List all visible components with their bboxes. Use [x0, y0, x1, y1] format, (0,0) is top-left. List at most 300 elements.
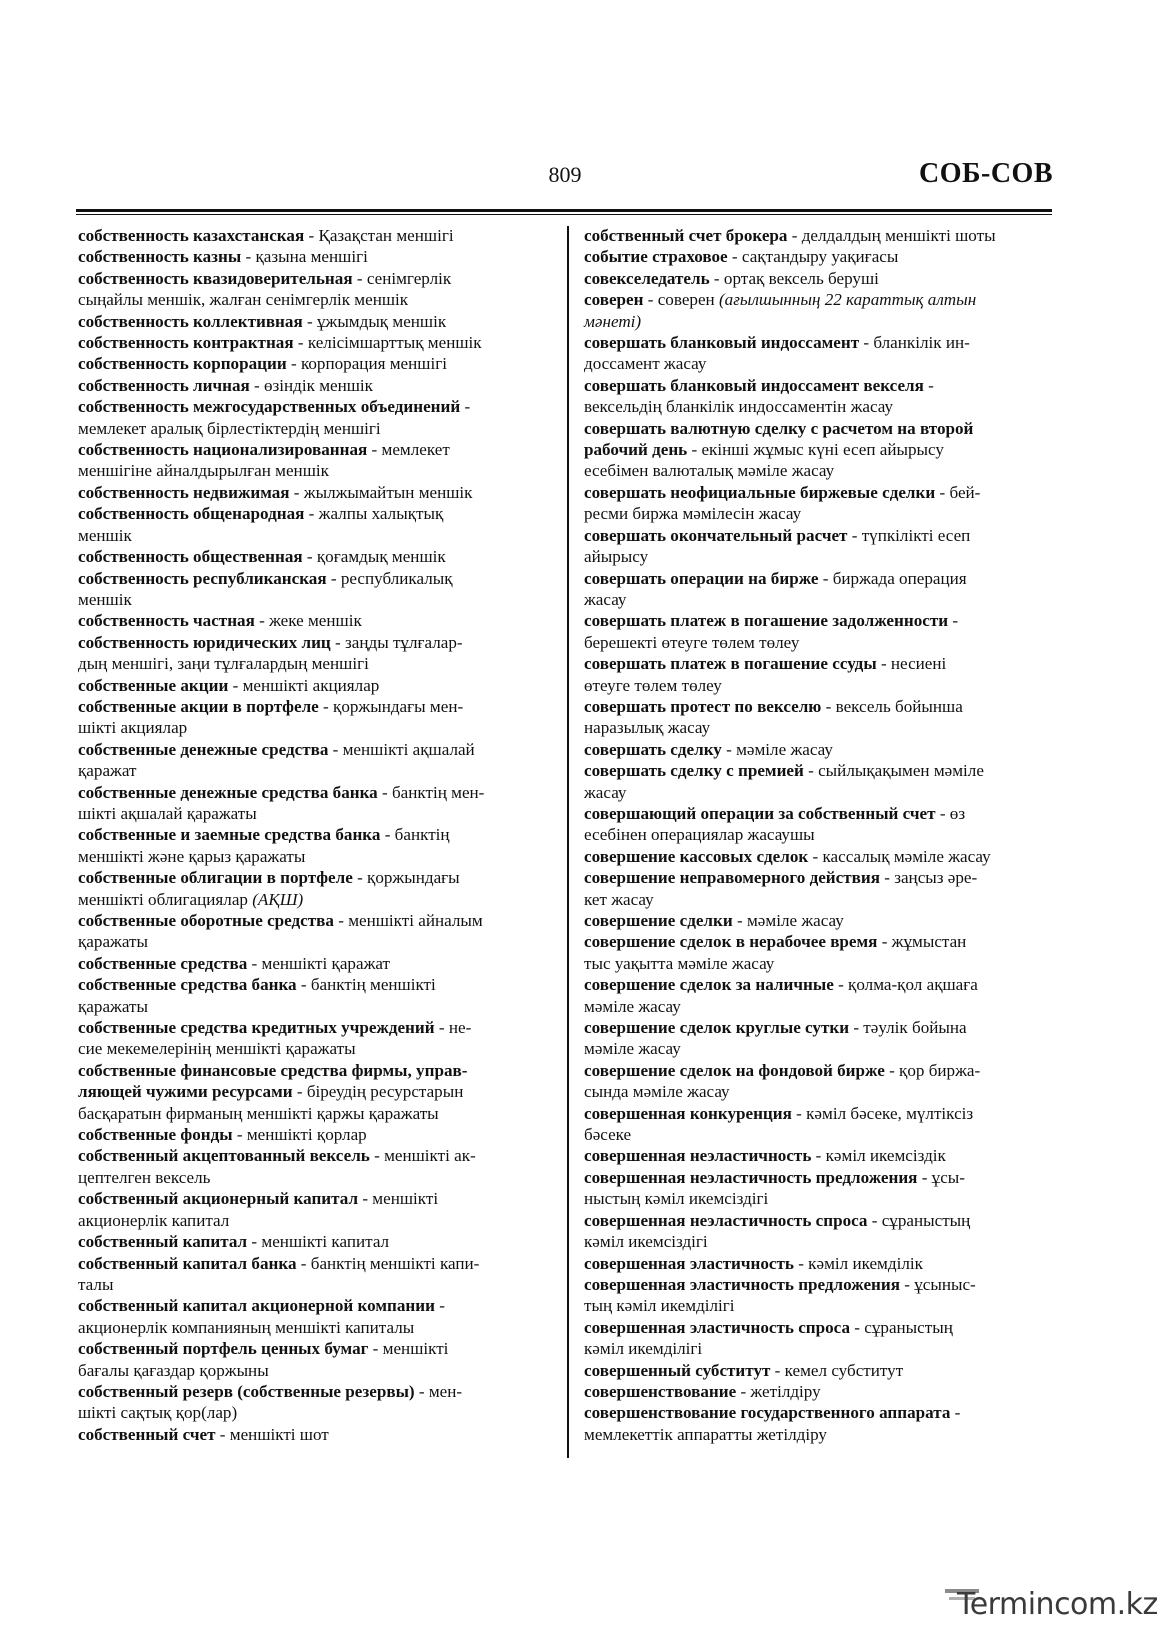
dictionary-entry: [78, 632, 546, 675]
dictionary-entry: [584, 332, 1059, 375]
entry-line: [78, 1060, 546, 1081]
dictionary-entry: [584, 931, 1059, 974]
dictionary-entry: [78, 1295, 546, 1338]
entry-term: собственный счет: [78, 1424, 216, 1444]
entry-definition: - биржада операция: [818, 568, 967, 588]
entry-line: [584, 439, 1059, 460]
entry-definition: - мәміле жасау: [721, 739, 833, 759]
entry-definition: - ортақ вексель беруші: [709, 268, 879, 288]
entry-definition: - банктің меншікті капи-: [296, 1253, 480, 1273]
entry-term: совершение сделок в нерабочее время: [584, 932, 878, 952]
entry-definition-continued: вексельдің бланкілік индоссаментін жасау: [584, 397, 894, 417]
entry-definition-continued: меншік: [78, 525, 132, 545]
entry-line: [584, 1360, 1059, 1381]
entry-term: собственность квазидоверительная: [78, 268, 353, 288]
entry-line: [78, 889, 546, 910]
entry-term: собственность недвижимая: [78, 482, 290, 502]
entry-line: [584, 568, 1059, 589]
dictionary-entry: [78, 1231, 546, 1252]
entry-definition: - меншікті: [358, 1189, 439, 1209]
entry-definition: - сұраныстың: [850, 1317, 953, 1337]
entry-definition: - түпкілікті есеп: [847, 525, 971, 545]
entry-line: [78, 311, 546, 332]
dictionary-entry: [78, 482, 546, 503]
entry-term: собственные средства кредитных учреждений: [78, 1018, 435, 1038]
entry-line: [78, 1274, 546, 1295]
entry-definition: - мемлекет: [367, 440, 450, 460]
entry-term: совершать сделку: [584, 739, 722, 759]
dictionary-entry: [584, 910, 1059, 931]
watermark-logo: [945, 1583, 1158, 1629]
entry-definition: - кәміл бәсеке, мүлтіксіз: [791, 1103, 974, 1123]
entry-term: собственный капитал: [78, 1232, 248, 1252]
entry-definition-continued: талы: [78, 1274, 114, 1294]
entry-term: совершенная неэластичность спроса: [584, 1210, 868, 1230]
entry-line: [78, 375, 546, 396]
dictionary-entry: [584, 1103, 1059, 1146]
dictionary-entry: [584, 418, 1059, 482]
entry-line: [584, 1424, 1059, 1445]
entry-term: собственный резерв (собственные резервы): [78, 1381, 415, 1401]
entry-definition: - вексель бойынша: [821, 696, 963, 716]
entry-line: [584, 867, 1059, 888]
entry-definition: - қоржындағы мен-: [318, 696, 464, 716]
entry-line: [584, 1103, 1059, 1124]
dictionary-entry: [584, 246, 1059, 267]
entry-term: совершение сделок круглые сутки: [584, 1018, 850, 1038]
header-rule-thick: [76, 209, 1052, 212]
entry-definition: -: [923, 375, 934, 395]
entry-term: совершать бланковый индоссамент: [584, 333, 860, 353]
entry-line: [584, 246, 1059, 267]
entry-line: [78, 1295, 546, 1316]
entry-definition: - банктің меншікті: [296, 975, 436, 995]
entry-definition-continued: доссамент жасау: [584, 354, 707, 374]
entry-term: собственность коллективная: [78, 311, 303, 331]
entry-line: [584, 1231, 1059, 1252]
dictionary-entry: [584, 1210, 1059, 1253]
dictionary-entry: [78, 953, 546, 974]
entry-line: [78, 289, 546, 310]
entry-definition-continued: ресми биржа мәмілесін жасау: [584, 504, 802, 524]
entry-line: [584, 1253, 1059, 1274]
entry-definition-continued: берешекті өтеуге төлем төлеу: [584, 632, 800, 652]
dictionary-entry: [78, 824, 546, 867]
entry-definition-continued: меншікті облигациялар: [78, 889, 253, 909]
entry-definition-continued: қаражат: [78, 761, 137, 781]
dictionary-entry: [584, 1360, 1059, 1381]
entry-term: собственность казахстанская: [78, 226, 305, 245]
left-column: [78, 225, 546, 1445]
entry-definition: - кәміл икемсіздік: [811, 1146, 946, 1166]
dictionary-entry: [78, 782, 546, 825]
entry-line: [584, 418, 1059, 439]
entry-term: совершать сделку с премией: [584, 761, 804, 781]
entry-definition-continued: сие мекемелерінің меншікті қаражаты: [78, 1039, 356, 1059]
entry-line: [78, 1231, 546, 1252]
dictionary-entry: [78, 353, 546, 374]
dictionary-entry: [584, 289, 1059, 332]
entry-definition-continued: шікті акциялар: [78, 718, 188, 738]
entry-line: [584, 589, 1059, 610]
entry-definition-continued: мәміле жасау: [584, 1039, 681, 1059]
entry-line: [78, 546, 546, 567]
entry-term-continued: ляющей чужими ресурсами: [78, 1082, 293, 1102]
header-rule-thin: [76, 214, 1052, 215]
entry-line: [78, 1167, 546, 1188]
dictionary-entry: [78, 1253, 546, 1296]
entry-definition: - қолма-қол ақшаға: [833, 975, 978, 995]
dictionary-entry: [584, 974, 1059, 1017]
entry-term: собственность республиканская: [78, 568, 327, 588]
entry-line: [584, 996, 1059, 1017]
entry-term: совершенная эластичность спроса: [584, 1317, 851, 1337]
entry-line: [584, 1338, 1059, 1359]
entry-line: [78, 353, 546, 374]
entry-definition: - жұмыстан: [877, 932, 967, 952]
dictionary-entry: [584, 225, 1059, 246]
dictionary-entry: [78, 1145, 546, 1188]
entry-definition: - банктің: [380, 825, 450, 845]
entry-term: совершение сделок за наличные: [584, 975, 834, 995]
dictionary-entry: [78, 332, 546, 353]
entry-definition-continued: наразылық жасау: [584, 718, 711, 738]
entry-line: [584, 760, 1059, 781]
dictionary-entry: [584, 268, 1059, 289]
entry-term: собственность казны: [78, 247, 242, 267]
entry-line: [78, 632, 546, 653]
entry-line: [584, 846, 1059, 867]
entry-definition: - ұсыныс-: [899, 1274, 976, 1294]
entry-definition: - сұраныстың: [867, 1210, 971, 1230]
dictionary-entry: [78, 268, 546, 311]
entry-line: [78, 675, 546, 696]
entry-term: собственные средства: [78, 953, 248, 973]
entry-definition-continued: акционерлік капитал: [78, 1210, 230, 1230]
dictionary-entry: [78, 675, 546, 696]
entry-term: собственные акции: [78, 675, 229, 695]
dictionary-entry: [584, 375, 1059, 418]
entry-definition-continued: меншікті және қарыз қаражаты: [78, 846, 306, 866]
dictionary-entry: [78, 974, 546, 1017]
dictionary-entry: [584, 568, 1059, 611]
entry-term: совершать платеж в погашение ссуды: [584, 654, 877, 674]
entry-line: [78, 846, 546, 867]
dictionary-entry: [584, 482, 1059, 525]
watermark-text: Termincom.kz: [957, 1587, 1158, 1622]
dictionary-entry: [584, 1274, 1059, 1317]
dictionary-entry: [78, 1338, 546, 1381]
entry-line: [78, 1038, 546, 1059]
entry-line: [78, 824, 546, 845]
entry-line: [584, 910, 1059, 931]
dictionary-entry: [584, 1381, 1059, 1402]
dictionary-entry: [584, 653, 1059, 696]
entry-note: (ағылшынның 22 караттық алтын: [718, 290, 977, 310]
dictionary-entry: [584, 525, 1059, 568]
entry-line: [78, 332, 546, 353]
entry-line: [584, 482, 1059, 503]
entry-definition: - жылжымайтын меншік: [289, 482, 473, 502]
entry-definition: - жалпы халықтық: [304, 504, 444, 524]
entry-term: совершать окончательный расчет: [584, 525, 848, 545]
entry-definition: - ұсы-: [917, 1167, 965, 1187]
entry-definition: - бланкілік ин-: [859, 333, 970, 353]
entry-line: [78, 1381, 546, 1402]
entry-term: собственный акционерный капитал: [78, 1189, 359, 1209]
column-divider: [567, 226, 569, 1458]
dictionary-entry: [78, 311, 546, 332]
entry-term: совершенная неэластичность предложения: [584, 1167, 918, 1187]
dictionary-entry: [584, 1402, 1059, 1445]
entry-line: [78, 1081, 546, 1102]
entry-note: (АҚШ): [252, 889, 304, 909]
entry-term: совершать бланковый индоссамент векселя: [584, 375, 924, 395]
page-number: 809: [548, 162, 582, 187]
dictionary-entry: [584, 1060, 1059, 1103]
entry-term: собственность юридических лиц: [78, 632, 331, 652]
entry-term: собственность контрактная: [78, 333, 294, 353]
entry-term: собственные фонды: [78, 1125, 233, 1145]
entry-definition: - өзіндік меншік: [249, 375, 373, 395]
entry-line: [584, 653, 1059, 674]
dictionary-entry: [78, 910, 546, 953]
entry-line: [78, 1253, 546, 1274]
entry-definition-continued: шікті сақтық қор(лар): [78, 1403, 238, 1423]
entry-definition: - біреудің ресурстарын: [292, 1082, 464, 1102]
entry-definition-continued: қаражаты: [78, 996, 148, 1016]
entry-line: [78, 268, 546, 289]
entry-line: [584, 953, 1059, 974]
entry-line: [584, 1145, 1059, 1166]
entry-line: [584, 1274, 1059, 1295]
entry-line: [78, 1188, 546, 1209]
dictionary-entry: [78, 246, 546, 267]
entry-definition: - бей-: [935, 482, 981, 502]
dictionary-entry: [584, 1145, 1059, 1166]
entry-definition: - тәулік бойына: [849, 1018, 967, 1038]
entry-definition-continued: бағалы қағаздар қоржыны: [78, 1360, 269, 1380]
entry-term: совершать платеж в погашение задолженности: [584, 611, 949, 631]
entry-term: совекселедатель: [584, 268, 710, 288]
dictionary-entry: [584, 739, 1059, 760]
entry-definition: - делдалдың меншікті шоты: [787, 226, 996, 245]
entry-line: [78, 610, 546, 631]
entry-definition: - заңды тұлғалар-: [330, 632, 463, 652]
entry-term: совершать операции на бирже: [584, 568, 819, 588]
entry-line: [78, 803, 546, 824]
dictionary-entry: [584, 696, 1059, 739]
entry-term: совершающий операции за собственный счет: [584, 803, 936, 823]
entry-line: [78, 1402, 546, 1423]
entry-definition: - меншікті қаражат: [247, 953, 390, 973]
entry-term: собственные финансовые средства фирмы, управ-: [78, 1060, 468, 1080]
right-column: [584, 225, 1059, 1445]
entry-definition-continued: сында мәміле жасау: [584, 1082, 730, 1102]
entry-line: [584, 782, 1059, 803]
entry-line: [78, 760, 546, 781]
entry-line: [584, 675, 1059, 696]
entry-definition: - ұжымдық меншік: [302, 311, 447, 331]
entry-term: событие страховое: [584, 247, 728, 267]
entry-definition: - меншікті қорлар: [232, 1125, 367, 1145]
entry-line: [78, 931, 546, 952]
entry-line: [78, 439, 546, 460]
dictionary-entry: [78, 1381, 546, 1424]
entry-term: собственный капитал банка: [78, 1253, 297, 1273]
entry-term: совершать протест по векселю: [584, 696, 822, 716]
entry-line: [78, 525, 546, 546]
entry-term: собственность корпорации: [78, 354, 287, 374]
entry-definition-continued: мәміле жасау: [584, 996, 681, 1016]
entry-definition: - келісімшарттық меншік: [293, 333, 482, 353]
entry-definition-continued: цептелген вексель: [78, 1167, 211, 1187]
entry-line: [78, 503, 546, 524]
entry-line: [584, 311, 1059, 332]
entry-line: [78, 953, 546, 974]
entry-line: [78, 1338, 546, 1359]
entry-definition: -: [460, 397, 471, 417]
dictionary-entry: [78, 1124, 546, 1145]
entry-line: [584, 632, 1059, 653]
entry-line: [78, 418, 546, 439]
entry-definition: - не-: [434, 1018, 472, 1038]
dictionary-entry: [78, 1060, 546, 1124]
entry-definition-continued: дың меншігі, заңи тұлғалардың меншігі: [78, 654, 369, 674]
entry-term: собственность личная: [78, 375, 250, 395]
entry-line: [584, 974, 1059, 995]
entry-definition: - екінші жұмыс күні есеп айырысу: [687, 440, 944, 460]
entry-definition-continued: мемлекет аралық бірлестіктердің меншігі: [78, 418, 381, 438]
entry-definition-continued: айырысу: [584, 547, 649, 567]
entry-line: [78, 568, 546, 589]
entry-line: [78, 696, 546, 717]
dictionary-entry: [78, 1424, 546, 1445]
entry-definition-continued: тыс уақытта мәміле жасау: [584, 953, 775, 973]
entry-line: [584, 610, 1059, 631]
entry-line: [584, 1017, 1059, 1038]
entry-line: [584, 525, 1059, 546]
dictionary-entry: [584, 760, 1059, 803]
entry-definition: - мен-: [414, 1381, 463, 1401]
entry-term: совершенствование государственного аппарата: [584, 1403, 951, 1423]
entry-line: [584, 803, 1059, 824]
dictionary-entry: [584, 1017, 1059, 1060]
entry-line: [584, 1188, 1059, 1209]
entry-definition: - өз: [935, 803, 966, 823]
dictionary-entry: [584, 803, 1059, 846]
entry-term: собственность общенародная: [78, 504, 305, 524]
entry-term: собственные и заемные средства банка: [78, 825, 381, 845]
entry-definition-continued: меншігіне айналдырылған меншік: [78, 461, 329, 481]
entry-definition: -: [950, 1403, 961, 1423]
entry-line: [584, 717, 1059, 738]
entry-term: собственные денежные средства: [78, 739, 329, 759]
entry-definition: - кәміл икемділік: [793, 1253, 923, 1273]
entry-definition-continued: ныстың кәміл икемсіздігі: [584, 1189, 769, 1209]
entry-term: собственный капитал акционерной компании: [78, 1296, 435, 1316]
entry-line: [584, 1402, 1059, 1423]
entry-line: [78, 1017, 546, 1038]
entry-term: собственный акцептованный вексель: [78, 1146, 370, 1166]
entry-term: совершать неофициальные биржевые сделки: [584, 482, 936, 502]
entry-definition: - заңсыз әре-: [879, 868, 978, 888]
entry-line: [584, 1060, 1059, 1081]
entry-term: совершенствование: [584, 1381, 737, 1401]
entry-definition: - республикалық: [326, 568, 453, 588]
entry-line: [78, 1145, 546, 1166]
entry-term: собственные денежные средства банка: [78, 782, 378, 802]
entry-line: [584, 268, 1059, 289]
entry-definition: - меншікті ак-: [369, 1146, 476, 1166]
dictionary-entry: [78, 739, 546, 782]
entry-line: [78, 225, 546, 246]
entry-line: [584, 289, 1059, 310]
entry-definition: - банктің мен-: [377, 782, 485, 802]
entry-definition-continued: кет жасау: [584, 889, 654, 909]
entry-line: [584, 1038, 1059, 1059]
entry-line: [584, 931, 1059, 952]
entry-line: [78, 974, 546, 995]
dictionary-entry: [584, 1317, 1059, 1360]
dictionary-entry: [78, 867, 546, 910]
entry-term: совершенный субститут: [584, 1360, 771, 1380]
entry-definition: - сақтандыру уақиғасы: [727, 247, 899, 267]
entry-definition: - жеке меншік: [254, 611, 362, 631]
entry-term-continued: рабочий день: [584, 440, 688, 460]
entry-line: [78, 1424, 546, 1445]
entry-term: собственность национализированная: [78, 440, 368, 460]
entry-definition-continued: өтеуге төлем төлеу: [584, 675, 722, 695]
entry-term: собственность межгосударственных объединений: [78, 397, 461, 417]
entry-term: совершение неправомерного действия: [584, 868, 880, 888]
entry-line: [584, 1081, 1059, 1102]
entry-definition: - несиені: [876, 654, 947, 674]
entry-definition-continued: кәміл икемсіздігі: [584, 1232, 708, 1252]
entry-definition: - меншікті капитал: [247, 1232, 390, 1252]
entry-definition: - мәміле жасау: [732, 911, 844, 930]
entry-definition-continued: есебінен операциялар жасаушы: [584, 825, 815, 845]
entry-definition: - қор биржа-: [884, 1060, 981, 1080]
entry-definition-continued: меншік: [78, 589, 132, 609]
entry-definition: -: [948, 611, 959, 631]
entry-definition: - корпорация меншігі: [286, 354, 447, 374]
entry-term: совершение сделки: [584, 911, 733, 930]
entry-term: собственность частная: [78, 611, 255, 631]
entry-definition: - сенімгерлік: [352, 268, 452, 288]
entry-definition-continued: жасау: [584, 782, 627, 802]
entry-line: [78, 589, 546, 610]
entry-definition: - қоғамдық меншік: [302, 547, 446, 567]
entry-line: [78, 653, 546, 674]
dictionary-entry: [78, 439, 546, 482]
entry-term: собственные облигации в портфеле: [78, 868, 353, 888]
entry-line: [78, 1317, 546, 1338]
entry-line: [584, 396, 1059, 417]
entry-definition: - қоржындағы: [352, 868, 460, 888]
entry-line: [78, 910, 546, 931]
dictionary-entry: [78, 1188, 546, 1231]
running-head: СОБ-СОВ: [918, 158, 1053, 189]
entry-definition-continued: сыңайлы меншік, жалған сенімгерлік меншік: [78, 290, 409, 310]
entry-term: совершать валютную сделку с расчетом на второй: [584, 418, 974, 438]
entry-line: [584, 889, 1059, 910]
dictionary-entry: [78, 503, 546, 546]
entry-term: совершенная конкуренция: [584, 1103, 792, 1123]
dictionary-entry: [78, 610, 546, 631]
entry-definition: - Қазақстан меншігі: [304, 226, 454, 245]
dictionary-entry: [584, 1167, 1059, 1210]
